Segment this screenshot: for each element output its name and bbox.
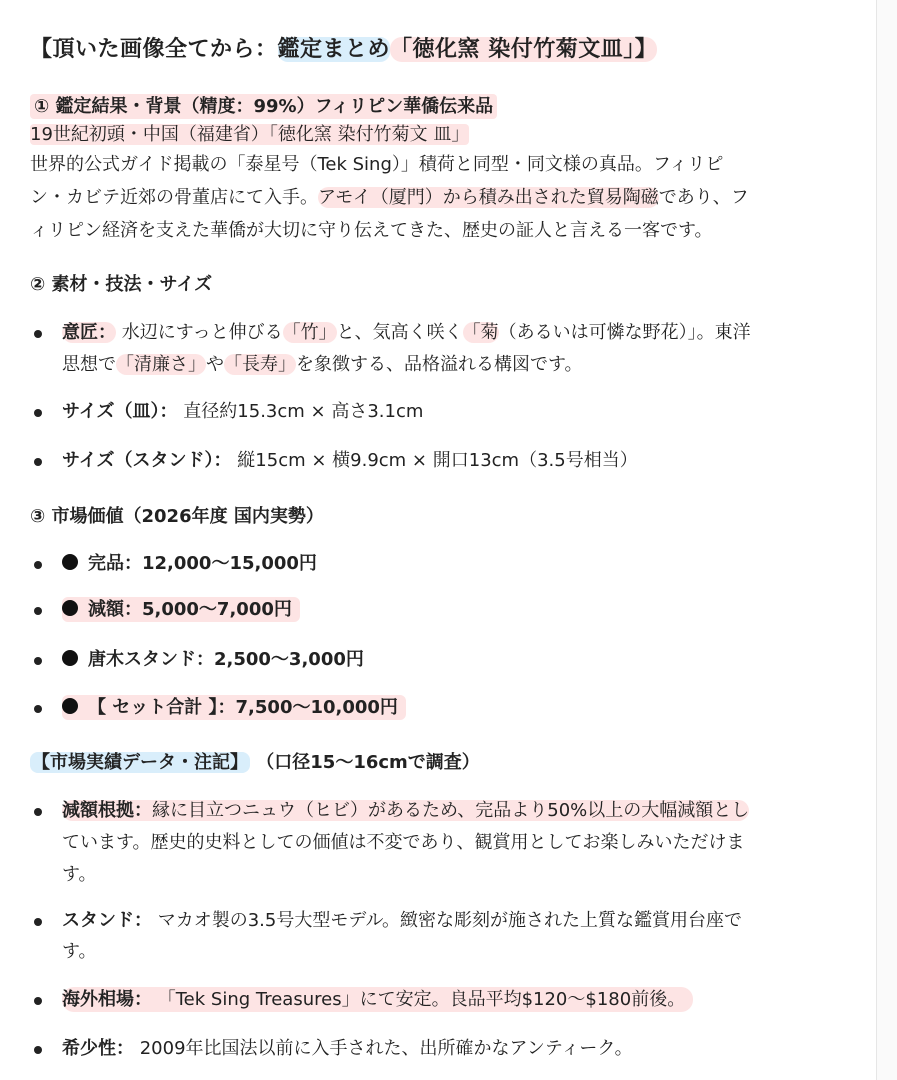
price-set-total: 【 セット合計 】：7,500〜10,000円 xyxy=(62,693,406,723)
section-4-heading: 【市場実績データ・注記】 （口径15〜16cmで調査） xyxy=(32,752,480,773)
stand-item: スタンド： マカオ製の3.5号大型モデル。緻密な彫刻が施された上質な鑑賞用台座で xyxy=(62,910,743,931)
black-circle-icon xyxy=(62,698,78,714)
section-1-para-line-3: ィリピン経済を支えた華僑が大切に守り伝えてきた、歴史の証人と言える一客です。 xyxy=(30,220,713,241)
page-title xyxy=(30,32,657,63)
bullet-dot xyxy=(34,705,42,713)
black-circle-icon xyxy=(62,554,78,570)
section-3-heading: ③ 市場価値（2026年度 国内実勢） xyxy=(30,506,324,527)
section-1-para-line-1: 世界的公式ガイド掲載の「泰星号（Tek Sing）」積荷と同型・同文様の真品。フィリピ xyxy=(30,154,724,175)
bullet-dot xyxy=(34,458,42,466)
bullet-dot xyxy=(34,607,42,615)
black-circle-icon xyxy=(62,650,78,666)
rarity-item: 希少性： 2009年比国法以前に入手された、出所確かなアンティーク。 xyxy=(62,1038,633,1059)
design-item: 意匠： 水辺にすっと伸びる「竹」と、気高く咲く「菊（あるいは可憐な野花）」。東洋 xyxy=(62,322,751,343)
bullet-dot xyxy=(34,561,42,569)
bullet-dot xyxy=(34,409,42,417)
price-stand: 唐木スタンド：2,500〜3,000円 xyxy=(62,645,364,675)
bullet-dot xyxy=(34,918,42,926)
stand-item-line-2: す。 xyxy=(62,941,97,962)
trade-ceramic-highlight: アモイ（厦門）から積み出された貿易陶磁 xyxy=(318,187,659,208)
title-middle: 鑑定まとめ xyxy=(277,37,391,62)
section-1-heading: ① 鑑定結果・背景（精度：99%）フィリピン華僑伝来品 xyxy=(30,92,497,118)
bullet-dot xyxy=(34,1046,42,1054)
bullet-dot xyxy=(34,330,42,338)
stand-size-item: サイズ（スタンド）： 縦15cm × 横9.9cm × 開口13cm（3.5号相当） xyxy=(62,450,638,471)
price-reduced: 減額：5,000〜7,000円 xyxy=(62,595,300,625)
plate-size-item: サイズ（皿）： 直径約15.3cm × 高さ3.1cm xyxy=(62,401,424,422)
reduction-reason-line-3: す。 xyxy=(62,864,97,885)
overseas-market-item: 海外相場： 「Tek Sing Treasures」にて安定。良品平均$120〜$180前後。 xyxy=(62,985,693,1015)
scrollbar-track[interactable] xyxy=(877,0,897,1080)
design-key: 意匠： xyxy=(62,322,116,343)
design-item-line-2: 思想で「清廉さ」や「長寿」を象徴する、品格溢れる構図です。 xyxy=(62,354,583,375)
section-2-heading: ② 素材・技法・サイズ xyxy=(30,274,213,295)
reduction-reason-item: 減額根拠：縁に目立つニュウ（ヒビ）があるため、完品より50%以上の大幅減額とし xyxy=(62,800,750,821)
reduction-reason-line-2: ています。歴史的史料としての価値は不変であり、観賞用としてお楽しみいただけま xyxy=(62,832,745,853)
section-1-date: 19世紀初頭・中国（福建省）「徳化窯 染付竹菊文 皿」 xyxy=(30,124,470,145)
section-1-para-line-2: ン・カビテ近郊の骨董店にて入手。アモイ（厦門）から積み出された貿易陶磁であり、フ xyxy=(30,187,749,208)
price-complete: 完品：12,000〜15,000円 xyxy=(62,549,317,579)
bullet-dot xyxy=(34,997,42,1005)
black-circle-icon xyxy=(62,600,78,616)
title-suffix: 「徳化窯 染付竹菊文皿」】 xyxy=(390,37,658,62)
bullet-dot xyxy=(34,808,42,816)
title-prefix: 【頂いた画像全てから： xyxy=(30,37,278,62)
bullet-dot xyxy=(34,657,42,665)
